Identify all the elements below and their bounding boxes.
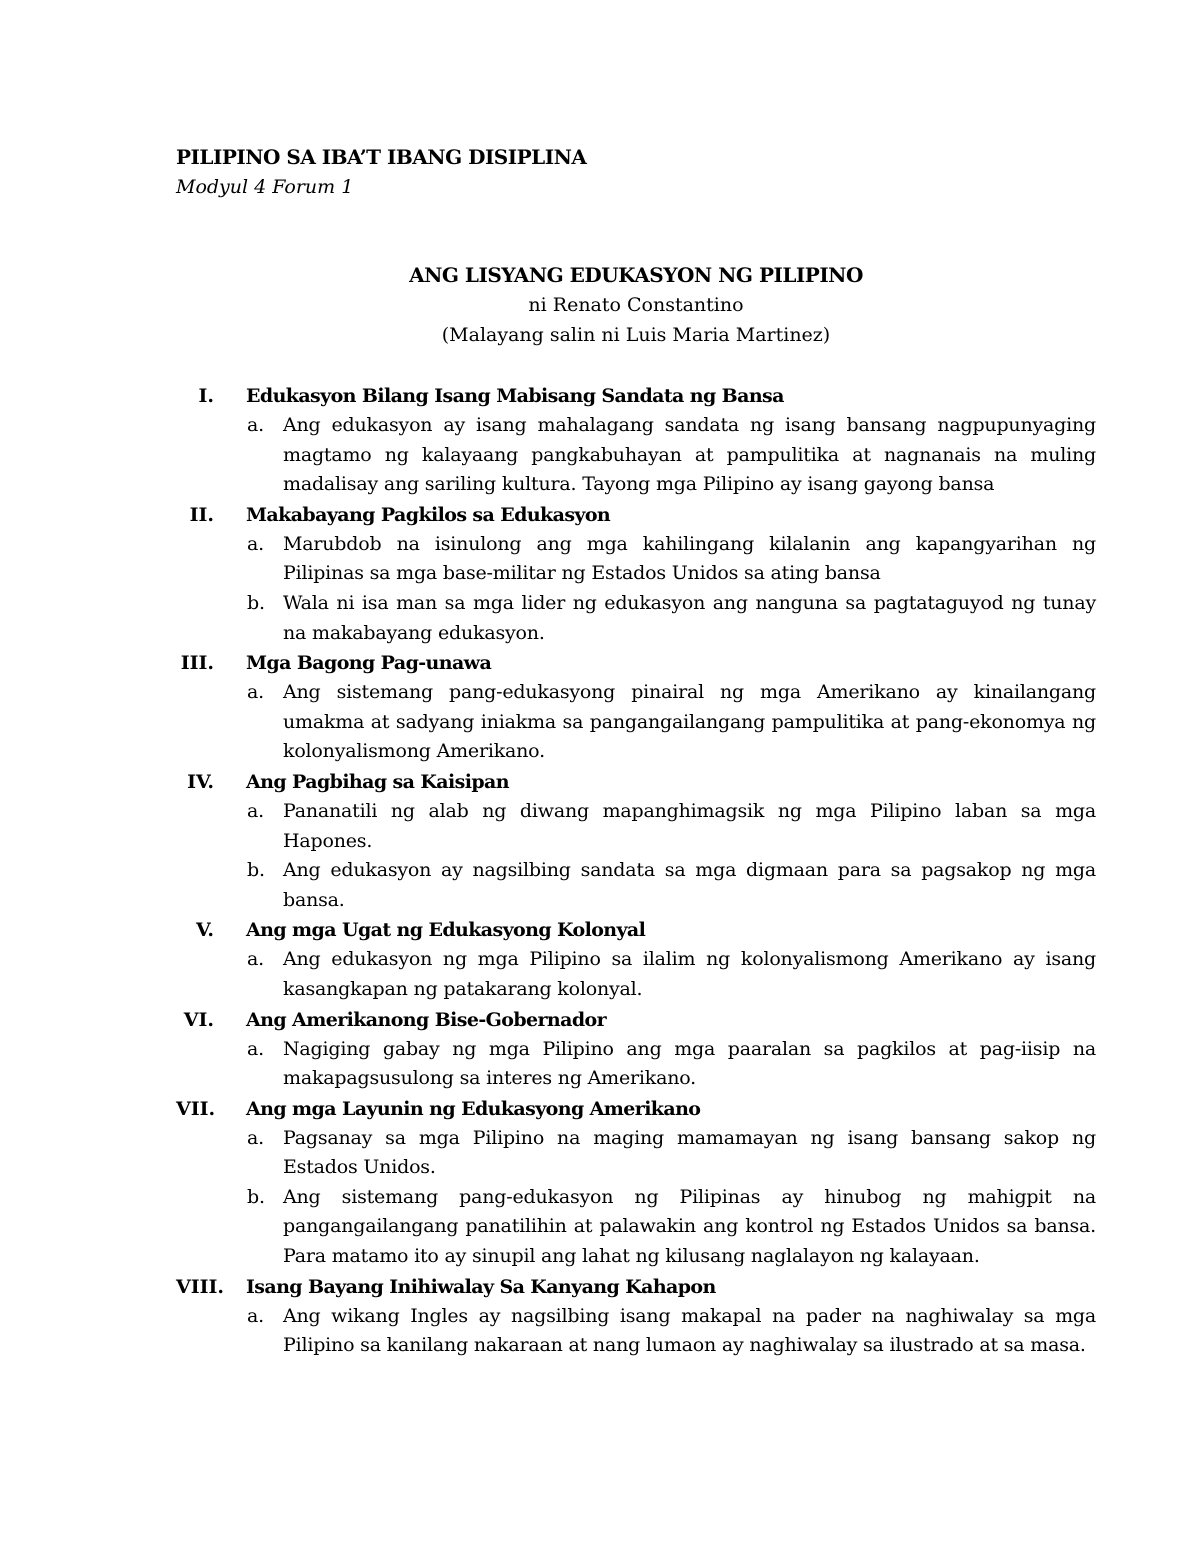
list-item [176, 1124, 1096, 1183]
document-title-block [176, 260, 1096, 350]
list-item-text: Ang sistemang pang-edukasyon ng Pilipinas ay hinubog ng mahigpit na pangangailangang panatilihin at palawakin ang kontrol ng Estados Unidos sa bansa. Para matamo ito ay sinupil ang lahat ng kilusang naglalayon ng kalayaan. [283, 1185, 1096, 1268]
section-numeral: II. [189, 503, 214, 526]
document-translator: (Malayang salin ni Luis Maria Martinez) [441, 324, 831, 346]
list-item [176, 856, 1096, 915]
list-item-text: Marubdob na isinulong ang mga kahilingang kilalanin ang kapangyarihan ng Pilipinas sa mga base-militar ng Estados Unidos sa ating bansa [283, 532, 1096, 585]
list-item-text: Ang sistemang pang-edukasyong pinairal ng mga Amerikano ay kinailangang umakma at sadyang iniakma sa pangangailangang pampulitika at pang-ekonomya ng kolonyalismong Amerikano. [283, 681, 1096, 763]
section-numeral: VI. [183, 1008, 214, 1031]
section-title: Ang Amerikanong Bise-Gobernador [246, 1008, 607, 1031]
list-item [176, 1302, 1096, 1361]
list-item-marker: a. [247, 1037, 264, 1060]
list-item-text: Ang edukasyon ay nagsilbing sandata sa mga digmaan para sa pagsakop ng mga bansa. [283, 859, 1096, 911]
list-item [176, 1035, 1096, 1094]
list-item-marker: a. [247, 532, 264, 555]
section-numeral: V. [195, 919, 214, 942]
list-item-text: Ang wikang Ingles ay nagsilbing isang makapal na pader na naghiwalay sa mga Pilipino sa kanilang nakaraan at nang lumaon ay naghiwalay sa ilustrado at sa masa. [283, 1304, 1096, 1357]
list-item-marker: b. [247, 1185, 265, 1208]
list-item-text: Ang edukasyon ng mga Pilipino sa ilalim ng kolonyalismong Amerikano ay isang kasangkapan ng patakarang kolonyal. [283, 948, 1096, 1000]
section-title: Isang Bayang Inihiwalay Sa Kanyang Kahapon [246, 1275, 716, 1298]
list-item-marker: b. [247, 859, 265, 882]
section-title: Makabayang Pagkilos sa Edukasyon [246, 503, 611, 526]
section-numeral: III. [180, 652, 214, 675]
list-item-marker: a. [247, 799, 264, 822]
document-author: ni Renato Constantino [528, 294, 744, 316]
section-heading [176, 1272, 1096, 1302]
list-item-marker: a. [247, 948, 264, 971]
outline-section [176, 767, 1096, 915]
list-item-marker: a. [247, 681, 264, 704]
section-heading [176, 500, 1096, 530]
list-item [176, 411, 1096, 500]
section-title: Ang mga Ugat ng Edukasyong Kolonyal [246, 919, 646, 942]
section-numeral: VII. [176, 1097, 216, 1120]
section-numeral: I. [198, 385, 214, 407]
section-heading [176, 767, 1096, 797]
list-item-marker: a. [247, 414, 264, 436]
section-numeral: VIII. [176, 1275, 225, 1298]
sub-item-list [176, 678, 1096, 767]
section-heading [176, 381, 1096, 411]
outline-section [176, 1272, 1096, 1361]
outline-section [176, 648, 1096, 767]
outline-section [176, 1005, 1096, 1094]
sub-item-list [176, 411, 1096, 500]
module-label: Modyul 4 Forum 1 [176, 176, 354, 198]
section-title: Mga Bagong Pag-unawa [246, 652, 492, 675]
document-title: ANG LISYANG EDUKASYON NG PILIPINO [409, 263, 863, 287]
list-item-text: Ang edukasyon ay isang mahalagang sandata ng isang bansang nagpupunyaging magtamo ng kalayaang pangkabuhayan at pampulitika at nagnanais na muling madalisay ang sariling kultura. Tayong mga Pilipino ay isang gayong bansa [283, 414, 1096, 496]
sub-item-list [176, 530, 1096, 648]
list-item [176, 797, 1096, 856]
list-item [176, 1183, 1096, 1272]
outline-section [176, 381, 1096, 500]
list-item-text: Nagiging gabay ng mga Pilipino ang mga paaralan sa pagkilos at pag-iisip na makapagsusulong sa interes ng Amerikano. [283, 1037, 1096, 1090]
list-item [176, 945, 1096, 1004]
outline-section [176, 1094, 1096, 1272]
section-title: Ang mga Layunin ng Edukasyong Amerikano [246, 1097, 701, 1120]
list-item [176, 589, 1096, 648]
section-heading [176, 915, 1096, 945]
section-heading [176, 1094, 1096, 1124]
outline-section [176, 915, 1096, 1004]
sub-item-list [176, 1302, 1096, 1361]
section-heading [176, 1005, 1096, 1035]
list-item-text: Pananatili ng alab ng diwang mapanghimagsik ng mga Pilipino laban sa mga Hapones. [283, 799, 1096, 852]
course-title: PILIPINO SA IBA’T IBANG DISIPLINA [176, 145, 587, 169]
outline-section [176, 500, 1096, 648]
list-item-text: Pagsanay sa mga Pilipino na maging mamamayan ng isang bansang sakop ng Estados Unidos. [283, 1126, 1096, 1179]
list-item [176, 678, 1096, 767]
list-item-text: Wala ni isa man sa mga lider ng edukasyon ang nanguna sa pagtataguyod ng tunay na makabayang edukasyon. [283, 591, 1096, 644]
section-heading [176, 648, 1096, 678]
outline-list [176, 381, 1096, 1361]
section-title: Edukasyon Bilang Isang Mabisang Sandata ng Bansa [246, 385, 784, 407]
section-title: Ang Pagbihag sa Kaisipan [246, 770, 509, 793]
sub-item-list [176, 797, 1096, 915]
list-item-marker: a. [247, 1126, 264, 1149]
sub-item-list [176, 1124, 1096, 1272]
list-item [176, 530, 1096, 589]
section-numeral: IV. [187, 770, 214, 793]
sub-item-list [176, 945, 1096, 1004]
sub-item-list [176, 1035, 1096, 1094]
list-item-marker: b. [247, 591, 265, 614]
list-item-marker: a. [247, 1304, 264, 1327]
